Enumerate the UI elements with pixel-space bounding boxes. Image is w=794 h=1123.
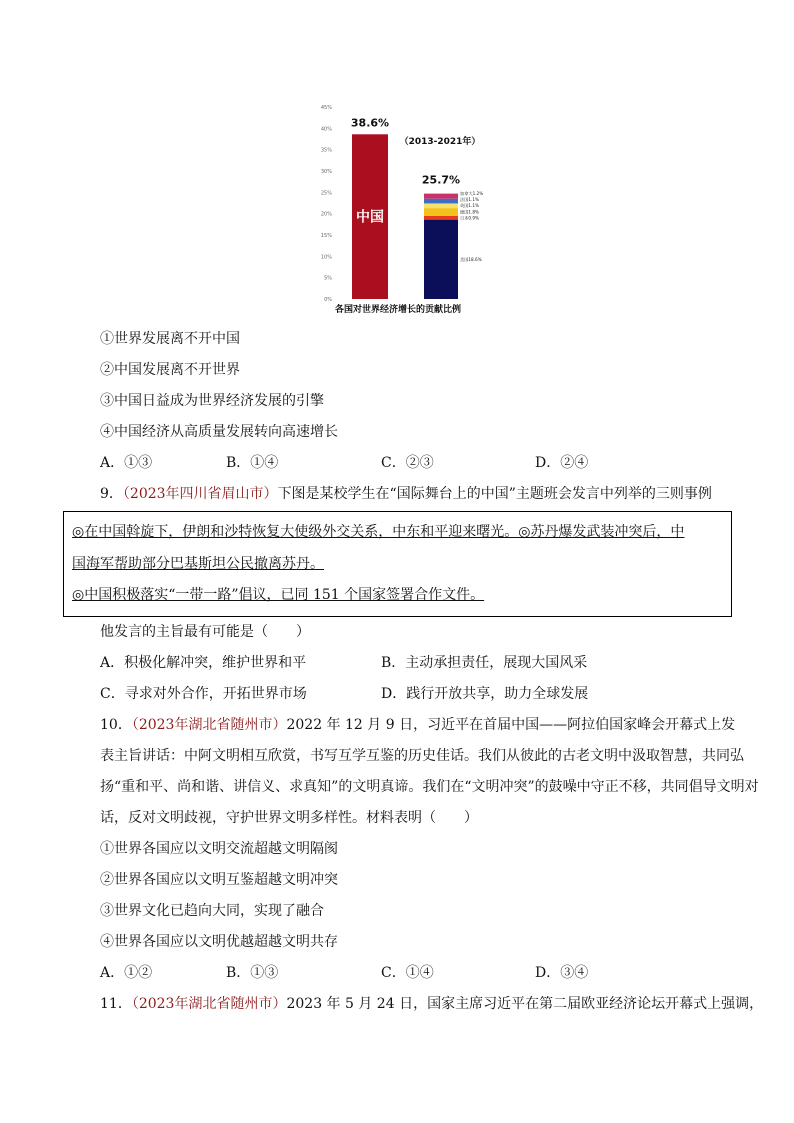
chart-title: 各国对世界经济增长的贡献比例 [334,305,462,315]
q10-number: 10． [100,717,132,733]
q11-source: （2023年湖北省随州市） [131,996,287,1012]
q10-option-b[interactable]: B．①③ [226,965,279,981]
bar-segment-美国 [424,220,458,299]
y-tick-label: 10% [320,254,332,261]
q10-option-d[interactable]: D．③④ [535,965,589,981]
q9-source: （2023年四川省眉山市） [122,486,278,502]
y-tick-label: 45% [320,105,332,111]
q10-line-2: 表主旨讲话：中阿文明相互欣赏，书写互学互鉴的历史佳话。我们从彼此的古老文明中汲取智慧，共同弘 [100,748,744,764]
q9-stem [100,484,712,504]
q10-option-a[interactable]: A．①② [100,965,153,981]
q11-line-1 [100,994,763,1014]
q9-box-line-1: ◎在中国斡旋下，伊朗和沙特恢复大使级外交关系，中东和平迎来曙光。◎苏丹爆发武装冲突后，中 [72,524,685,540]
q9-stem-text: 下图是某校学生在“国际舞台上的中国”主题班会发言中列举的三则事例 [277,486,712,502]
q9-option-c[interactable]: C．寻求对外合作，开拓世界市场 [100,686,307,702]
bar-segment-label: 美国18.6% [460,256,482,262]
y-tick-label: 40% [320,126,332,133]
y-tick-label: 15% [320,233,332,239]
q9-option-d[interactable]: D．践行开放共享，助力全球发展 [381,686,589,702]
bar-segment-label: 日本0.9% [460,215,480,221]
q9-box-line-3: ◎中国积极落实“一带一路”倡议，已同 151 个国家签署合作文件。 [72,587,485,603]
q9-box-line-2: 国海军帮助部分巴基斯坦公民撤离苏丹。 [72,556,324,572]
y-tick-label: 20% [320,211,332,218]
q8-statement-3: ③中国日益成为世界经济发展的引擎 [100,393,324,409]
q8-statement-1: ①世界发展离不开中国 [100,331,240,347]
bar-segment-label: 德国1.8% [460,209,480,215]
q10-line-4: 话，反对文明歧视，守护世界文明多样性。材料表明（ ） [100,810,478,826]
q10-statement-4: ④世界各国应以文明优越超越文明共存 [100,934,338,950]
bar-segment-德国 [424,208,458,216]
contribution-bar-chart [318,100,490,318]
q8-option-d[interactable]: D．②④ [535,455,589,471]
bar-others-value-label: 25.7% [421,173,461,187]
bar-segment-label: 法国1.1% [460,197,480,203]
period-label: （2013-2021年） [399,137,481,147]
bar-segment-加拿大 [424,194,458,199]
y-tick-label: 0% [324,297,332,303]
q10-statement-3: ③世界文化已趋向大同，实现了融合 [100,903,324,919]
bar-segment-label: 英国1.1% [460,203,480,209]
q9-question: 他发言的主旨最有可能是（ ） [100,624,310,640]
q8-statement-4: ④中国经济从高质量发展转向高速增长 [100,424,338,440]
q10-line-1 [100,715,735,735]
y-tick-label: 25% [320,190,332,197]
q11-number: 11． [100,996,132,1012]
q9-option-b[interactable]: B．主动承担责任，展现大国风采 [381,655,588,671]
bar-segment-日本 [424,216,458,220]
y-tick-label: 35% [320,147,332,154]
q11-line-1-text: 2023 年 5 月 24 日，国家主席习近平在第二届欧亚经济论坛开幕式上强调， [286,996,764,1012]
q8-option-a[interactable]: A．①③ [100,455,153,471]
bar-segment-法国 [424,199,458,204]
bar-china-value-label: 38.6% [350,116,390,130]
y-axis [321,105,332,303]
q8-option-b[interactable]: B．①④ [226,455,279,471]
bar-segment-label: 加拿大1.2% [460,190,484,196]
q8-option-c[interactable]: C．②③ [381,455,434,471]
bar-segment-英国 [424,203,458,208]
q10-option-c[interactable]: C．①④ [381,965,434,981]
bar-china-name: 中国 [356,209,384,226]
y-tick-label: 30% [320,169,332,175]
q10-statement-1: ①世界各国应以文明交流超越文明隔阂 [100,841,338,857]
q10-statement-2: ②世界各国应以文明互鉴超越文明冲突 [100,872,338,888]
q9-option-a[interactable]: A．积极化解冲突，维护世界和平 [100,655,307,671]
y-tick-label: 5% [324,275,332,282]
q9-number: 9． [100,486,123,502]
q10-line-1-text: 2022 年 12 月 9 日，习近平在首届中国——阿拉伯国家峰会开幕式上发 [286,717,736,733]
q10-source: （2023年湖北省随州市） [131,717,287,733]
q8-statement-2: ②中国发展离不开世界 [100,362,240,378]
q10-line-3: 扬“重和平、尚和谐、讲信义、求真知”的文明真谛。我们在“文明冲突”的鼓噪中守正不移，共同倡导文明对 [100,779,759,795]
q9-case-box [63,511,732,617]
